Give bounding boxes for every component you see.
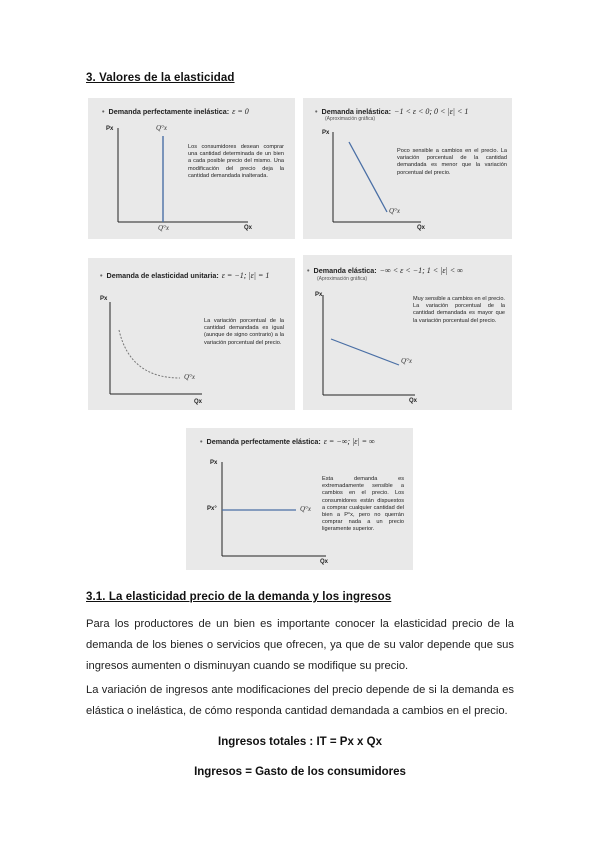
paragraph: Para los productores de un bien es importante conocer la elasticidad precio de la demanda de los bienes o servicios que ofrecen, ya que de su valor depende que sus ingresos aumenten o disminuyan cuando se modifique su precio.: [86, 618, 514, 672]
demand-chart: [303, 255, 512, 410]
slide-title: • Demanda perfectamente elástica: ε = −∞; |ε| = ∞: [200, 437, 375, 446]
price-label: Px°: [207, 506, 217, 512]
q-label: Q°x: [389, 207, 400, 215]
section-heading: 3. Valores de la elasticidad: [86, 72, 235, 84]
y-axis-label: Px: [315, 292, 323, 298]
q-label: Q°x: [184, 373, 195, 381]
q-top-label: Q°x: [156, 124, 167, 132]
slide-inelastic: [303, 98, 512, 239]
slide-title: • Demanda elástica: −∞ < ε < −1; 1 < |ε| < ∞: [307, 266, 463, 275]
slide-title: • Demanda perfectamente inelástica: ε = 0: [102, 107, 249, 116]
x-axis-label: Qx: [194, 399, 203, 405]
slide-subtitle: (Aproximación gráfica): [325, 116, 376, 122]
slide-title: • Demanda de elasticidad unitaria: ε = −1; |ε| = 1: [100, 271, 270, 280]
slide-perfectly-inelastic: [88, 98, 295, 239]
x-axis-label: Qx: [417, 225, 426, 231]
x-axis-label: Qx: [320, 559, 329, 565]
slide-description: Muy sensible a cambios en el precio. La variación porcentual de la cantidad demandada es mayor que la variación porcentual del precio.: [413, 296, 505, 324]
formula-revenue-spending: Ingresos = Gasto de los consumidores: [194, 766, 406, 778]
formula-total-revenue: Ingresos totales : IT = Px x Qx: [218, 736, 382, 748]
section-heading: 3.1. La elasticidad precio de la demanda y los ingresos: [86, 591, 392, 603]
x-axis-label: Qx: [409, 398, 418, 404]
y-axis-label: Px: [210, 460, 218, 466]
slide-title: • Demanda inelástica: −1 < ε < 0; 0 < |ε| < 1: [315, 107, 469, 116]
q-label: Q°x: [300, 505, 311, 513]
slide-unit-elastic: [88, 258, 295, 410]
slide-subtitle: (Aproximación gráfica): [317, 276, 368, 282]
slide-elastic: [303, 255, 512, 410]
slide-description: Poco sensible a cambios en el precio. La variación porcentual de la cantidad demandada es menor que la variación porcentual del precio.: [397, 148, 507, 176]
q-label: Q°x: [401, 357, 412, 365]
q-bottom-label: Q°x: [158, 224, 169, 232]
slide-description: Los consumidores desean comprar una cantidad determinada de un bien a cada posible precio del mismo. Una modificación del precio deja la cantidad demandada inalterada.: [188, 144, 284, 179]
y-axis-label: Px: [106, 126, 114, 132]
x-axis-label: Qx: [244, 225, 253, 231]
paragraph: La variación de ingresos ante modificaciones del precio depende de si la demanda es elástica o inelástica, de cómo responda cantidad demandada a cambios en el precio.: [86, 684, 514, 717]
slide-description: La variación porcentual de la cantidad demandada es igual (aunque de signo contrario) a la variación porcentual del precio.: [204, 318, 284, 346]
slide-perfectly-elastic: [186, 428, 413, 570]
y-axis-label: Px: [322, 130, 330, 136]
slide-description: Esta demanda es extremadamente sensible a cambios en el precio. Los consumidores están dispuestos a comprar cualquier cantidad del bien a P°x, pero no querrán comprar nada a un precio ligeramente superior.: [322, 476, 404, 533]
y-axis-label: Px: [100, 296, 108, 302]
